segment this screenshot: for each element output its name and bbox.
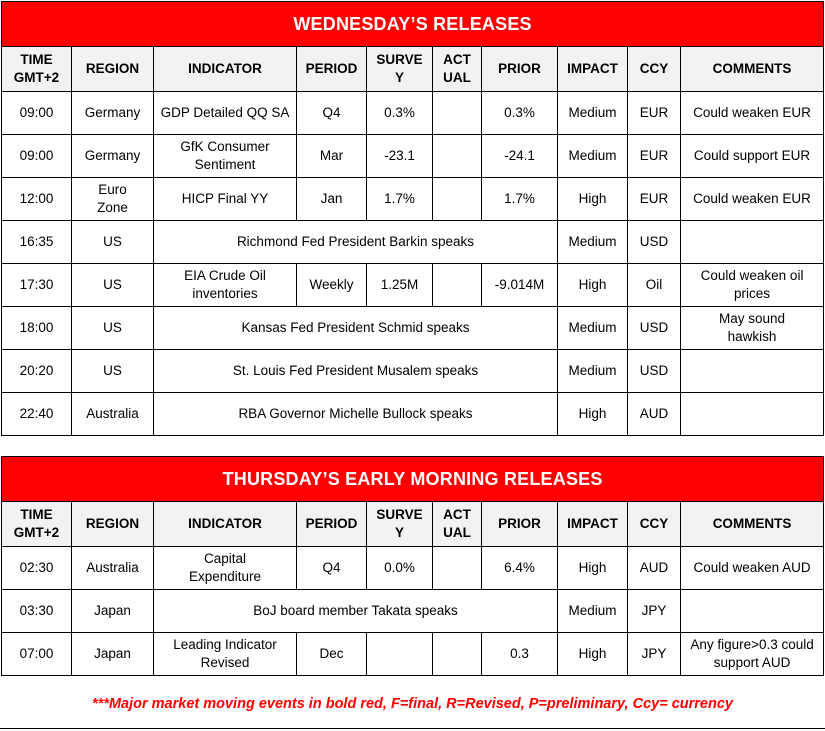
table-row bbox=[2, 633, 824, 676]
header-ccy: CCY bbox=[628, 47, 681, 92]
cell-ccy: EUR bbox=[628, 178, 681, 221]
cell-impact: Medium bbox=[558, 135, 628, 178]
cell-indicator: GfK Consumer Sentiment bbox=[154, 135, 297, 178]
header-survey: SURVE Y bbox=[367, 47, 433, 92]
cell-period: Q4 bbox=[297, 92, 367, 135]
cell-survey: 0.0% bbox=[367, 547, 433, 590]
cell-impact: Medium bbox=[558, 350, 628, 393]
cell-comments bbox=[681, 393, 824, 436]
cell-time: 09:00 bbox=[2, 135, 72, 178]
cell-actual bbox=[433, 547, 482, 590]
cell-event: Richmond Fed President Barkin speaks bbox=[154, 221, 558, 264]
wednesday-releases-table bbox=[1, 1, 824, 436]
cell-indicator: HICP Final YY bbox=[154, 178, 297, 221]
cell-comments bbox=[681, 590, 824, 633]
cell-event: RBA Governor Michelle Bullock speaks bbox=[154, 393, 558, 436]
header-period: PERIOD bbox=[297, 502, 367, 547]
cell-survey: -23.1 bbox=[367, 135, 433, 178]
header-time: TIME GMT+2 bbox=[2, 502, 72, 547]
cell-region: US bbox=[72, 307, 154, 350]
table-row bbox=[2, 590, 824, 633]
cell-comments: Could weaken EUR bbox=[681, 178, 824, 221]
cell-impact: High bbox=[558, 633, 628, 676]
thursday-title: THURSDAY’S EARLY MORNING RELEASES bbox=[2, 457, 824, 502]
cell-time: 18:00 bbox=[2, 307, 72, 350]
cell-region: US bbox=[72, 221, 154, 264]
cell-region: Germany bbox=[72, 135, 154, 178]
cell-ccy: Oil bbox=[628, 264, 681, 307]
cell-ccy: JPY bbox=[628, 633, 681, 676]
header-time: TIME GMT+2 bbox=[2, 47, 72, 92]
table-row bbox=[2, 221, 824, 264]
header-survey: SURVE Y bbox=[367, 502, 433, 547]
header-actual: ACT UAL bbox=[433, 47, 482, 92]
cell-prior: -9.014M bbox=[482, 264, 558, 307]
cell-comments: Could weaken AUD bbox=[681, 547, 824, 590]
cell-survey: 1.25M bbox=[367, 264, 433, 307]
cell-period: Q4 bbox=[297, 547, 367, 590]
header-prior: PRIOR bbox=[482, 47, 558, 92]
table-row bbox=[2, 307, 824, 350]
cell-ccy: EUR bbox=[628, 135, 681, 178]
cell-impact: High bbox=[558, 178, 628, 221]
header-impact: IMPACT bbox=[558, 502, 628, 547]
footer-divider bbox=[0, 728, 825, 729]
cell-impact: High bbox=[558, 393, 628, 436]
cell-time: 17:30 bbox=[2, 264, 72, 307]
cell-region: Japan bbox=[72, 590, 154, 633]
cell-impact: Medium bbox=[558, 221, 628, 264]
section-title-row bbox=[2, 2, 824, 47]
table-row bbox=[2, 547, 824, 590]
cell-ccy: USD bbox=[628, 350, 681, 393]
column-header-row bbox=[2, 502, 824, 547]
cell-comments: May sound hawkish bbox=[681, 307, 824, 350]
cell-time: 12:00 bbox=[2, 178, 72, 221]
cell-period: Mar bbox=[297, 135, 367, 178]
cell-actual bbox=[433, 264, 482, 307]
cell-ccy: JPY bbox=[628, 590, 681, 633]
cell-comments: Any figure>0.3 could support AUD bbox=[681, 633, 824, 676]
cell-impact: Medium bbox=[558, 590, 628, 633]
header-region: REGION bbox=[72, 47, 154, 92]
cell-time: 20:20 bbox=[2, 350, 72, 393]
cell-time: 22:40 bbox=[2, 393, 72, 436]
table-row bbox=[2, 92, 824, 135]
cell-region: Australia bbox=[72, 547, 154, 590]
cell-event: Kansas Fed President Schmid speaks bbox=[154, 307, 558, 350]
cell-comments bbox=[681, 221, 824, 264]
thursday-releases-table bbox=[1, 456, 824, 676]
header-indicator: INDICATOR bbox=[154, 502, 297, 547]
cell-time: 16:35 bbox=[2, 221, 72, 264]
cell-indicator: EIA Crude Oil inventories bbox=[154, 264, 297, 307]
cell-ccy: AUD bbox=[628, 547, 681, 590]
cell-survey: 1.7% bbox=[367, 178, 433, 221]
cell-impact: High bbox=[558, 264, 628, 307]
cell-ccy: USD bbox=[628, 307, 681, 350]
cell-comments: Could support EUR bbox=[681, 135, 824, 178]
cell-region: US bbox=[72, 350, 154, 393]
header-comments: COMMENTS bbox=[681, 47, 824, 92]
header-impact: IMPACT bbox=[558, 47, 628, 92]
cell-event: BoJ board member Takata speaks bbox=[154, 590, 558, 633]
cell-region: Euro Zone bbox=[72, 178, 154, 221]
header-prior: PRIOR bbox=[482, 502, 558, 547]
cell-prior: 0.3% bbox=[482, 92, 558, 135]
cell-event: St. Louis Fed President Musalem speaks bbox=[154, 350, 558, 393]
cell-ccy: EUR bbox=[628, 92, 681, 135]
cell-comments: Could weaken oil prices bbox=[681, 264, 824, 307]
header-comments: COMMENTS bbox=[681, 502, 824, 547]
header-ccy: CCY bbox=[628, 502, 681, 547]
cell-period: Dec bbox=[297, 633, 367, 676]
header-period: PERIOD bbox=[297, 47, 367, 92]
cell-ccy: USD bbox=[628, 221, 681, 264]
cell-time: 02:30 bbox=[2, 547, 72, 590]
cell-region: Japan bbox=[72, 633, 154, 676]
cell-prior: -24.1 bbox=[482, 135, 558, 178]
cell-time: 07:00 bbox=[2, 633, 72, 676]
table-row bbox=[2, 393, 824, 436]
cell-time: 09:00 bbox=[2, 92, 72, 135]
cell-time: 03:30 bbox=[2, 590, 72, 633]
cell-period: Jan bbox=[297, 178, 367, 221]
header-indicator: INDICATOR bbox=[154, 47, 297, 92]
cell-impact: High bbox=[558, 547, 628, 590]
cell-ccy: AUD bbox=[628, 393, 681, 436]
section-title-row bbox=[2, 457, 824, 502]
header-region: REGION bbox=[72, 502, 154, 547]
cell-region: US bbox=[72, 264, 154, 307]
cell-impact: Medium bbox=[558, 92, 628, 135]
wednesday-title: WEDNESDAY’S RELEASES bbox=[2, 2, 824, 47]
cell-impact: Medium bbox=[558, 307, 628, 350]
cell-actual bbox=[433, 135, 482, 178]
cell-indicator: Capital Expenditure bbox=[154, 547, 297, 590]
cell-comments: Could weaken EUR bbox=[681, 92, 824, 135]
column-header-row bbox=[2, 47, 824, 92]
cell-actual bbox=[433, 92, 482, 135]
cell-survey bbox=[367, 633, 433, 676]
table-row bbox=[2, 135, 824, 178]
table-row bbox=[2, 178, 824, 221]
cell-indicator: GDP Detailed QQ SA bbox=[154, 92, 297, 135]
cell-prior: 0.3 bbox=[482, 633, 558, 676]
table-row bbox=[2, 350, 824, 393]
cell-survey: 0.3% bbox=[367, 92, 433, 135]
cell-actual bbox=[433, 633, 482, 676]
cell-region: Australia bbox=[72, 393, 154, 436]
header-actual: ACT UAL bbox=[433, 502, 482, 547]
cell-indicator: Leading Indicator Revised bbox=[154, 633, 297, 676]
cell-comments bbox=[681, 350, 824, 393]
footer-legend-note: ***Major market moving events in bold red, F=final, R=Revised, P=preliminary, Ccy= currency bbox=[92, 696, 733, 712]
cell-prior: 6.4% bbox=[482, 547, 558, 590]
cell-actual bbox=[433, 178, 482, 221]
cell-region: Germany bbox=[72, 92, 154, 135]
cell-period: Weekly bbox=[297, 264, 367, 307]
cell-prior: 1.7% bbox=[482, 178, 558, 221]
table-row bbox=[2, 264, 824, 307]
